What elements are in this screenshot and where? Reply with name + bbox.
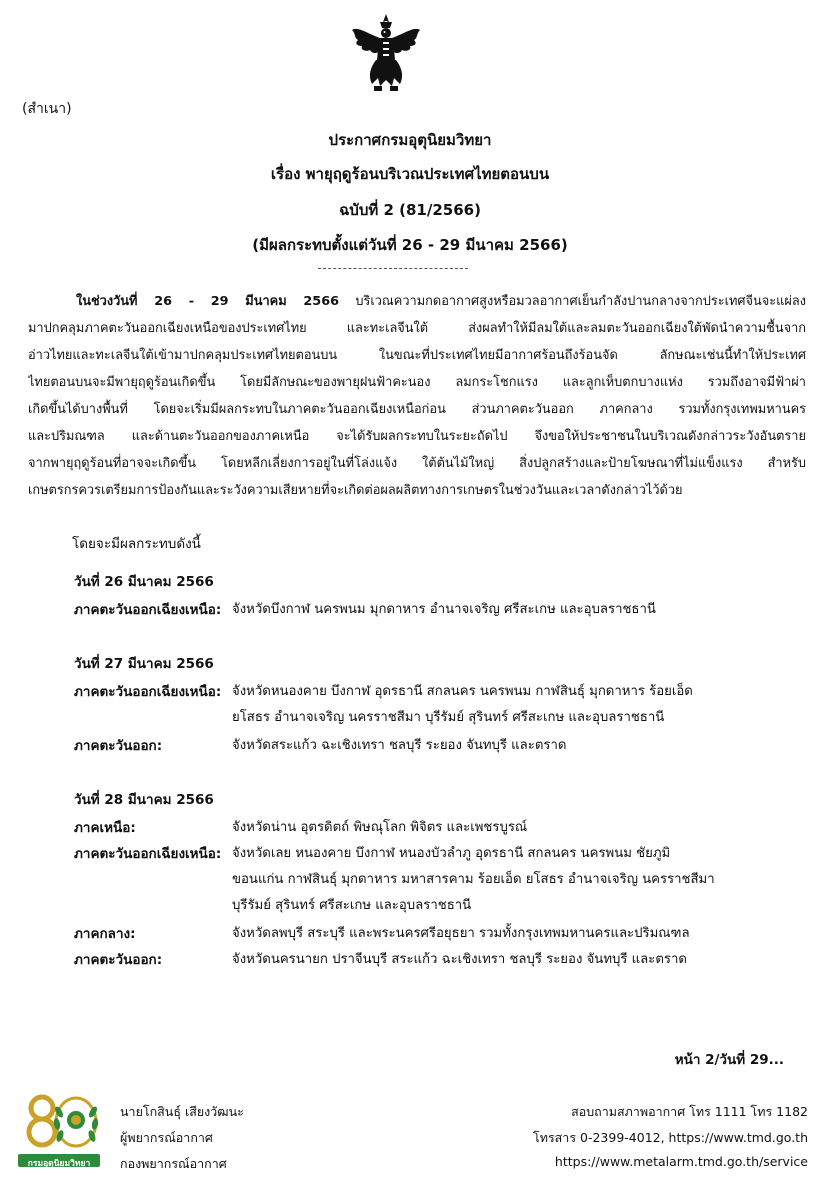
effects-lead-text: โดยจะมีผลกระทบดังนี้ <box>72 536 201 552</box>
forecaster-name: นายโกสินธุ์ เสียงวัฒนะ <box>120 1104 244 1119</box>
copy-label: (สำเนา) <box>22 101 72 117</box>
region-provinces: บุรีรัมย์ สุรินทร์ ศรีสะเกษ และอุบลราชธานี <box>232 898 472 913</box>
announcement-body-paragraph <box>28 288 806 504</box>
paragraph-line-text: บริเวณความกดอากาศสูงหรือมวลอากาศเย็นกำลังปานกลางจากประเทศจีนจะแผ่ลง <box>339 294 806 309</box>
region-label: ภาคตะวันออก: <box>74 952 163 968</box>
paragraph-line: ไทยตอนบนจะมีพายุฤดูร้อนเกิดขึ้น โดยมีลักษณะของพายุฝนฟ้าคะนอง ลมกระโชกแรง และลูกเห็บตกบางแห่ง รวมถึงอาจมีฟ้าผ่า <box>28 375 806 390</box>
region-label: ภาคตะวันออกเฉียงเหนือ: <box>74 602 222 618</box>
paragraph-line: เกิดขึ้นได้บางพื้นที่ โดยจะเริ่มมีผลกระทบในภาคตะวันออกเฉียงเหนือก่อน ส่วนภาคตะวันออก ภาคกลาง รวมทั้งกรุงเทพมหานคร <box>28 402 806 417</box>
contact-phone: สอบถามสภาพอากาศ โทร 1111 โทร 1182 <box>571 1104 808 1119</box>
logo-text: กรมอุตุนิยมวิทยา <box>27 1159 91 1169</box>
metalarm-service-link[interactable]: https://www.metalarm.tmd.go.th/service <box>554 1154 808 1169</box>
region-provinces: ยโสธร อำนาจเจริญ นครราชสีมา บุรีรัมย์ สุรินทร์ ศรีสะเกษ และอุบลราชธานี <box>232 710 665 725</box>
contact-fax-website[interactable]: โทรสาร 0-2399-4012, https://www.tmd.go.th <box>533 1130 808 1145</box>
region-label: ภาคตะวันออก: <box>74 738 163 754</box>
day-heading: วันที่ 28 มีนาคม 2566 <box>74 792 214 808</box>
heading-separator <box>318 268 468 269</box>
day-heading: วันที่ 27 มีนาคม 2566 <box>74 656 214 672</box>
region-provinces: จังหวัดน่าน อุตรดิตถ์ พิษณุโลก พิจิตร และเพชรบูรณ์ <box>232 820 528 835</box>
paragraph-line <box>28 288 806 315</box>
region-provinces: จังหวัดเลย หนองคาย บึงกาฬ หนองบัวลำภู อุดรธานี สกลนคร นครพนม ชัยภูมิ <box>232 846 671 861</box>
region-provinces: จังหวัดบึงกาฬ นครพนม มุกดาหาร อำนาจเจริญ ศรีสะเกษ และอุบลราชธานี <box>232 602 656 617</box>
region-provinces: จังหวัดนครนายก ปราจีนบุรี สระแก้ว ฉะเชิงเทรา ชลบุรี ระยอง จันทบุรี และตราด <box>232 952 687 967</box>
paragraph-line: และปริมณฑล และด้านตะวันออกของภาคเหนือ จะได้รับผลกระทบในระยะถัดไป จึงขอให้ประชาชนในบริเวณดังกล่าวระวังอันตราย <box>28 429 806 444</box>
day-heading: วันที่ 26 มีนาคม 2566 <box>74 574 214 590</box>
region-provinces: ขอนแก่น กาฬสินธุ์ มุกดาหาร มหาสารคาม ร้อยเอ็ด ยโสธร อำนาจเจริญ นครราชสีมา <box>232 872 715 887</box>
region-provinces: จังหวัดลพบุรี สระบุรี และพระนครศรีอยุธยา รวมทั้งกรุงเทพมหานครและปริมณฑล <box>232 926 690 941</box>
region-label: ภาคเหนือ: <box>74 820 136 836</box>
paragraph-line: มาปกคลุมภาคตะวันออกเฉียงเหนือของประเทศไทย และทะเลจีนใต้ ส่งผลทำให้มีลมใต้และลมตะวันออกเฉียงใต้พัดนำความชื้นจาก <box>28 321 806 336</box>
announcement-issue-number: ฉบับที่ 2 (81/2566) <box>339 201 481 219</box>
next-page-indicator: หน้า 2/วันที่ 29... <box>674 1052 784 1068</box>
region-label: ภาคกลาง: <box>74 926 136 942</box>
garuda-emblem-icon <box>350 12 422 94</box>
announcement-agency-title: ประกาศกรมอุตุนิยมวิทยา <box>328 131 492 149</box>
paragraph-line: เกษตรกรควรเตรียมการป้องกันและระวังความเสียหายที่จะเกิดต่อผลผลิตทางการเกษตรในช่วงวันและเวลาดังกล่าวไว้ด้วย <box>28 483 683 498</box>
announcement-effective-period: (มีผลกระทบตั้งแต่วันที่ 26 - 29 มีนาคม 2566) <box>252 236 568 254</box>
paragraph-line: จากพายุฤดูร้อนที่อาจจะเกิดขึ้น โดยหลีกเลี่ยงการอยู่ในที่โล่งแจ้ง ใต้ต้นไม้ใหญ่ สิ่งปลูกสร้างและป้ายโฆษณาที่ไม่แข็งแรง สำหรับ <box>28 456 806 471</box>
region-label: ภาคตะวันออกเฉียงเหนือ: <box>74 684 222 700</box>
region-label: ภาคตะวันออกเฉียงเหนือ: <box>74 846 222 862</box>
region-provinces: จังหวัดสระแก้ว ฉะเชิงเทรา ชลบุรี ระยอง จันทบุรี และตราด <box>232 738 567 753</box>
paragraph-lead-bold: ในช่วงวันที่ 26 - 29 มีนาคม 2566 <box>76 294 340 309</box>
forecaster-title: ผู้พยากรณ์อากาศ <box>120 1130 213 1145</box>
region-provinces: จังหวัดหนองคาย บึงกาฬ อุดรธานี สกลนคร นครพนม กาฬสินธุ์ มุกดาหาร ร้อยเอ็ด <box>232 684 693 699</box>
announcement-subject: เรื่อง พายุฤดูร้อนบริเวณประเทศไทยตอนบน <box>270 165 550 183</box>
forecaster-division: กองพยากรณ์อากาศ <box>120 1156 227 1171</box>
paragraph-line: อ่าวไทยและทะเลจีนใต้เข้ามาปกคลุมประเทศไทยตอนบน ในขณะที่ประเทศไทยมีอากาศร้อนถึงร้อนจัด ลักษณะเช่นนี้ทำให้ประเทศ <box>28 348 806 363</box>
